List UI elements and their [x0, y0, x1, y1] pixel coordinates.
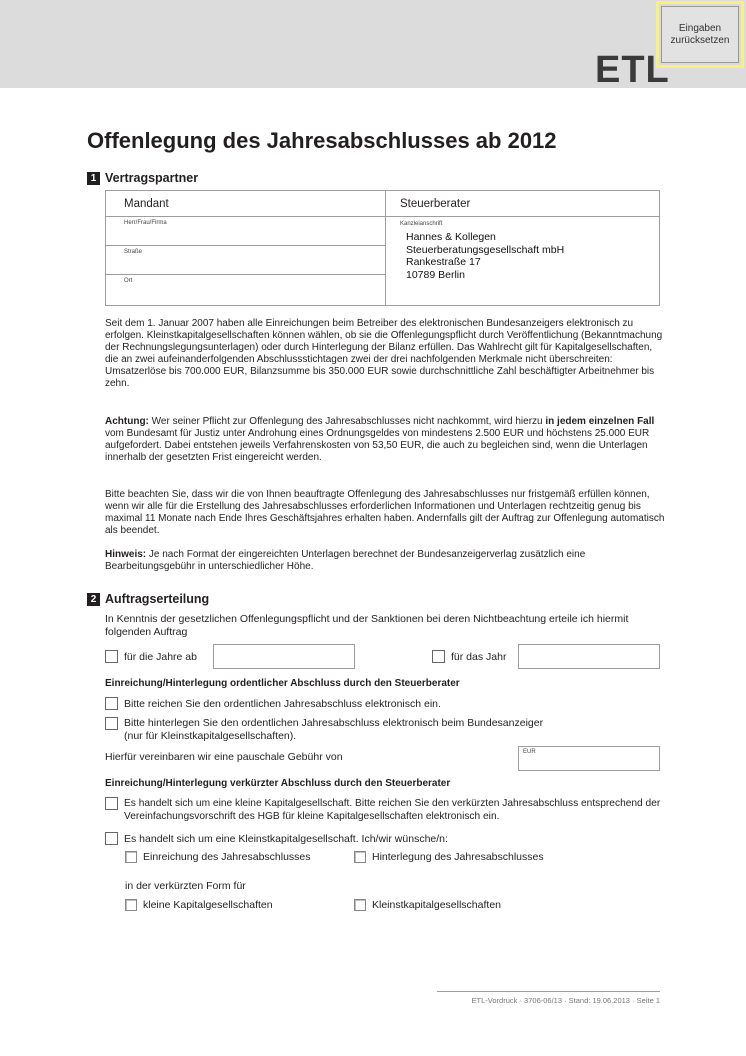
- mandant-city-field[interactable]: Ort: [124, 278, 133, 284]
- kleine-form-checkbox[interactable]: [125, 899, 137, 911]
- form-label: in der verkürzten Form für: [125, 880, 246, 892]
- option-label: Es handelt sich um eine Kleinstkapitalgesellschaft. Ich/wir wünsche/n:: [124, 832, 448, 845]
- jahr-label: für das Jahr: [451, 650, 507, 663]
- reset-button-face[interactable]: [661, 6, 739, 63]
- section-number: 2: [87, 593, 100, 606]
- section-2-heading: [87, 592, 209, 606]
- kleine-kapitalgesellschaft-checkbox[interactable]: [105, 797, 118, 810]
- section-title: Auftragserteilung: [105, 592, 210, 606]
- kleinst-form-checkbox[interactable]: [354, 899, 366, 911]
- option-label: Einreichung des Jahresabschlusses: [143, 851, 311, 863]
- option-label: kleine Kapitalgesellschaften: [143, 899, 273, 911]
- page-title: Offenlegung des Jahresabschlusses ab 2012: [87, 128, 557, 153]
- kanzlei-label: Kanzleianschrift: [400, 221, 443, 227]
- option-label: Kleinstkapitalgesellschaften: [372, 899, 501, 911]
- fee-label: Hierfür vereinbaren wir eine pauschale Gebühr von: [105, 751, 343, 763]
- address-line: Steuerberatungsgesellschaft mbH: [406, 243, 565, 256]
- steuerberater-column: [386, 191, 660, 305]
- option-kleinst-form[interactable]: [354, 899, 501, 911]
- jahre-ab-checkbox[interactable]: [105, 650, 118, 663]
- address-line: Hannes & Kollegen: [406, 231, 496, 243]
- paragraph-text: Je nach Format der eingereichten Unterlagen berechnet der Bundesanzeigerverlag zusätzlich eine Bearbeitungsgebühr in unterschiedlicher Höhe.: [105, 549, 586, 572]
- option-kleine-form[interactable]: [125, 899, 273, 911]
- fee-row: [105, 751, 343, 763]
- footer-divider: [437, 991, 660, 992]
- kleinstkapitalgesellschaft-checkbox[interactable]: [105, 832, 118, 845]
- mandant-street-field[interactable]: Straße: [106, 246, 385, 275]
- info-paragraph-4: [105, 549, 665, 573]
- einreichung-checkbox[interactable]: [125, 851, 137, 863]
- option-einreichen[interactable]: [105, 697, 441, 710]
- option-hinterlegen[interactable]: [105, 717, 543, 743]
- address-line: Rankestraße 17: [406, 256, 481, 268]
- option-label: Es handelt sich um eine kleine Kapitalgesellschaft. Bitte reichen Sie den verkürzten Jahresabschluss entsprechend der Vereinfachungsvorschrift des HGB für kleine Kapitalgesellschaften elektronisch ein.: [124, 798, 661, 822]
- paragraph-text: vom Bundesamt für Justiz unter Androhung eines Ordnungsgeldes von mindestens 2.500 EUR und höchstens 25.000 EUR aufgefordert. Dabei entstehen jeweils Verfahrenskosten von 53,50 EUR, die auch zu begleichen sind, wenn die Unterlagen innerhalb der gesetzten Frist eingereicht werden.: [105, 428, 650, 463]
- option-label: [124, 717, 543, 743]
- emphasis-text: in jedem einzelnen Fall: [545, 416, 655, 427]
- hinterlegung-checkbox[interactable]: [354, 851, 366, 863]
- option-kleinstkapitalgesellschaft[interactable]: [105, 832, 448, 845]
- auftrag-intro: In Kenntnis der gesetzlichen Offenlegungspflicht und der Sanktionen bei deren Nichtbeachtung erteile ich hiermit folgenden Auftrag: [105, 613, 629, 638]
- mandant-header: Mandant: [106, 191, 385, 217]
- verkuerzter-abschluss-heading: Einreichung/Hinterlegung verkürzter Abschluss durch den Steuerberater: [105, 778, 451, 789]
- einreichen-checkbox[interactable]: [105, 697, 118, 710]
- fee-unit: EUR: [523, 749, 536, 755]
- ordentlicher-abschluss-heading: Einreichung/Hinterlegung ordentlicher Abschluss durch den Steuerberater: [105, 678, 460, 689]
- jahre-ab-input[interactable]: [213, 644, 355, 669]
- jahr-option[interactable]: [432, 650, 506, 663]
- section-title: Vertragspartner: [105, 171, 199, 185]
- steuerberater-header: Steuerberater: [386, 191, 660, 217]
- option-hinterlegung[interactable]: [354, 851, 544, 863]
- mandant-column: [106, 191, 386, 305]
- hinterlegen-checkbox[interactable]: [105, 717, 118, 730]
- hinweis-label: Hinweis:: [105, 549, 147, 560]
- option-einreichung[interactable]: [125, 851, 311, 863]
- paragraph-text: Wer seiner Pflicht zur Offenlegung des Jahresabschlusses nicht nachkommt, wird hierzu: [148, 416, 546, 427]
- achtung-label: Achtung:: [105, 416, 149, 427]
- jahr-input[interactable]: [518, 644, 660, 669]
- info-paragraph-2: [105, 416, 665, 464]
- jahre-ab-label: für die Jahre ab: [124, 650, 197, 663]
- jahr-checkbox[interactable]: [432, 650, 445, 663]
- form-label-row: [125, 880, 246, 892]
- kanzlei-address: [386, 227, 660, 281]
- option-text: Bitte hinterlegen Sie den ordentlichen Jahresabschluss elektronisch beim Bundesanzeiger: [124, 717, 544, 729]
- page-footer: ETL-Vordruck · 3706-06/13 · Stand: 19.06.2013 · Seite 1: [471, 996, 660, 1005]
- section-number: 1: [87, 172, 100, 185]
- reset-button-label: Eingaben zurücksetzen: [670, 22, 730, 46]
- partner-table: [105, 190, 660, 306]
- info-paragraph-1: Seit dem 1. Januar 2007 haben alle Einreichungen beim Betreiber des elektronischen Bundesanzeigers elektronisch zu erfolgen. Kleinstkapitalgesellschaften können wählen, ob sie die Offenlegungspflicht durch Veröffentlichung (Bekanntmachung der Rechnungslegungsunterlagen) oder durch Hinterlegung der Bilanz erfüllen. Das Wahlrecht gilt für Kapitalgesellschaften, die an zwei aufeinanderfolgenden Abschlussstichtagen zwei der drei nachfolgenden Merkmale nicht überschreiten: Umsatzerlöse bis 700.000 EUR, Bilanzsumme bis 350.000 EUR sowie durchschnittliche Zahl beschäftigter Arbeitnehmer bis zehn.: [105, 318, 663, 389]
- jahre-ab-option[interactable]: [105, 650, 197, 663]
- option-note: (nur für Kleinstkapitalgesellschaften).: [124, 730, 297, 742]
- section-1-heading: [87, 171, 198, 185]
- option-label: Hinterlegung des Jahresabschlusses: [372, 851, 544, 863]
- option-label: Bitte reichen Sie den ordentlichen Jahresabschluss elektronisch ein.: [124, 697, 441, 710]
- info-paragraph-3: Bitte beachten Sie, dass wir die von Ihnen beauftragte Offenlegung des Jahresabschlusses nur fristgemäß erfüllen können, wenn wir alle für die Erstellung des Jahresabschlusses erforderlichen Informationen und Unterlagen rechtzeitig genug bis maximal 11 Monate nach Ende Ihres Geschäftsjahres erhalten haben. Andernfalls gilt der Auftrag zur Offenlegung automatisch als beendet.: [105, 489, 665, 536]
- etl-logo: ETL: [595, 49, 670, 91]
- fee-input[interactable]: [518, 746, 660, 771]
- address-line: 10789 Berlin: [406, 268, 465, 281]
- option-kleine-kapitalgesellschaft[interactable]: [105, 797, 665, 823]
- mandant-name-field[interactable]: Herr/Frau/Firma: [106, 217, 385, 246]
